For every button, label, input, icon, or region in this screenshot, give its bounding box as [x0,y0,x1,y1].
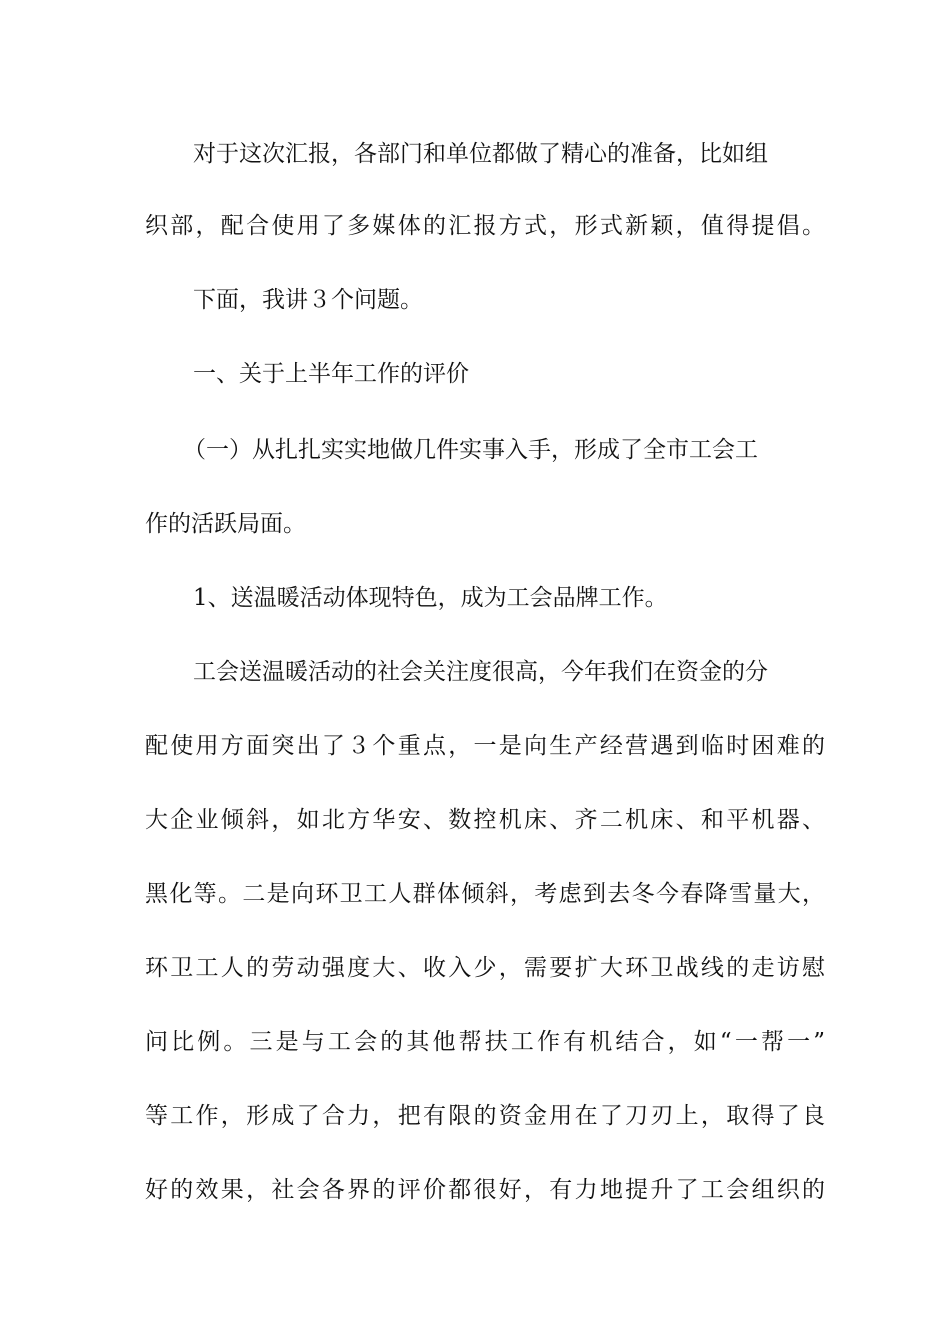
paragraph-line-9: 问比例。三是与工会的其他帮扶工作有机结合，如“一帮一” [145,1029,825,1055]
section-heading-1: 一、关于上半年工作的评价 [193,361,469,387]
paragraph-line-2: 织部，配合使用了多媒体的汇报方式，形式新颖，值得提倡。 [145,213,825,239]
paragraph-line-3: 下面，我讲３个问题。 [193,287,423,313]
paragraph-line-6: 大企业倾斜，如北方华安、数控机床、齐二机床、和平机器、 [145,807,825,833]
paragraph-line-10: 等工作，形成了合力，把有限的资金用在了刀刃上，取得了良 [145,1103,825,1129]
paragraph-line-4: 工会送温暖活动的社会关注度很高，今年我们在资金的分 [193,659,768,685]
paragraph-line-5: 配使用方面突出了３个重点，一是向生产经营遇到临时困难的 [145,733,825,759]
paragraph-line-11: 好的效果，社会各界的评价都很好，有力地提升了工会组织的 [145,1177,825,1203]
subsection-heading-line-1: （一）从扎扎实实地做几件实事入手，形成了全市工会工 [183,437,758,463]
paragraph-line-8: 环卫工人的劳动强度大、收入少，需要扩大环卫战线的走访慰 [145,955,825,981]
paragraph-line-7: 黑化等。二是向环卫工人群体倾斜，考虑到去冬今春降雪量大， [145,881,825,907]
subsection-heading-line-2: 作的活跃局面。 [145,511,306,537]
item-heading-1: 1、送温暖活动体现特色，成为工会品牌工作。 [193,585,668,611]
paragraph-line-1: 对于这次汇报，各部门和单位都做了精心的准备，比如组 [193,141,768,167]
